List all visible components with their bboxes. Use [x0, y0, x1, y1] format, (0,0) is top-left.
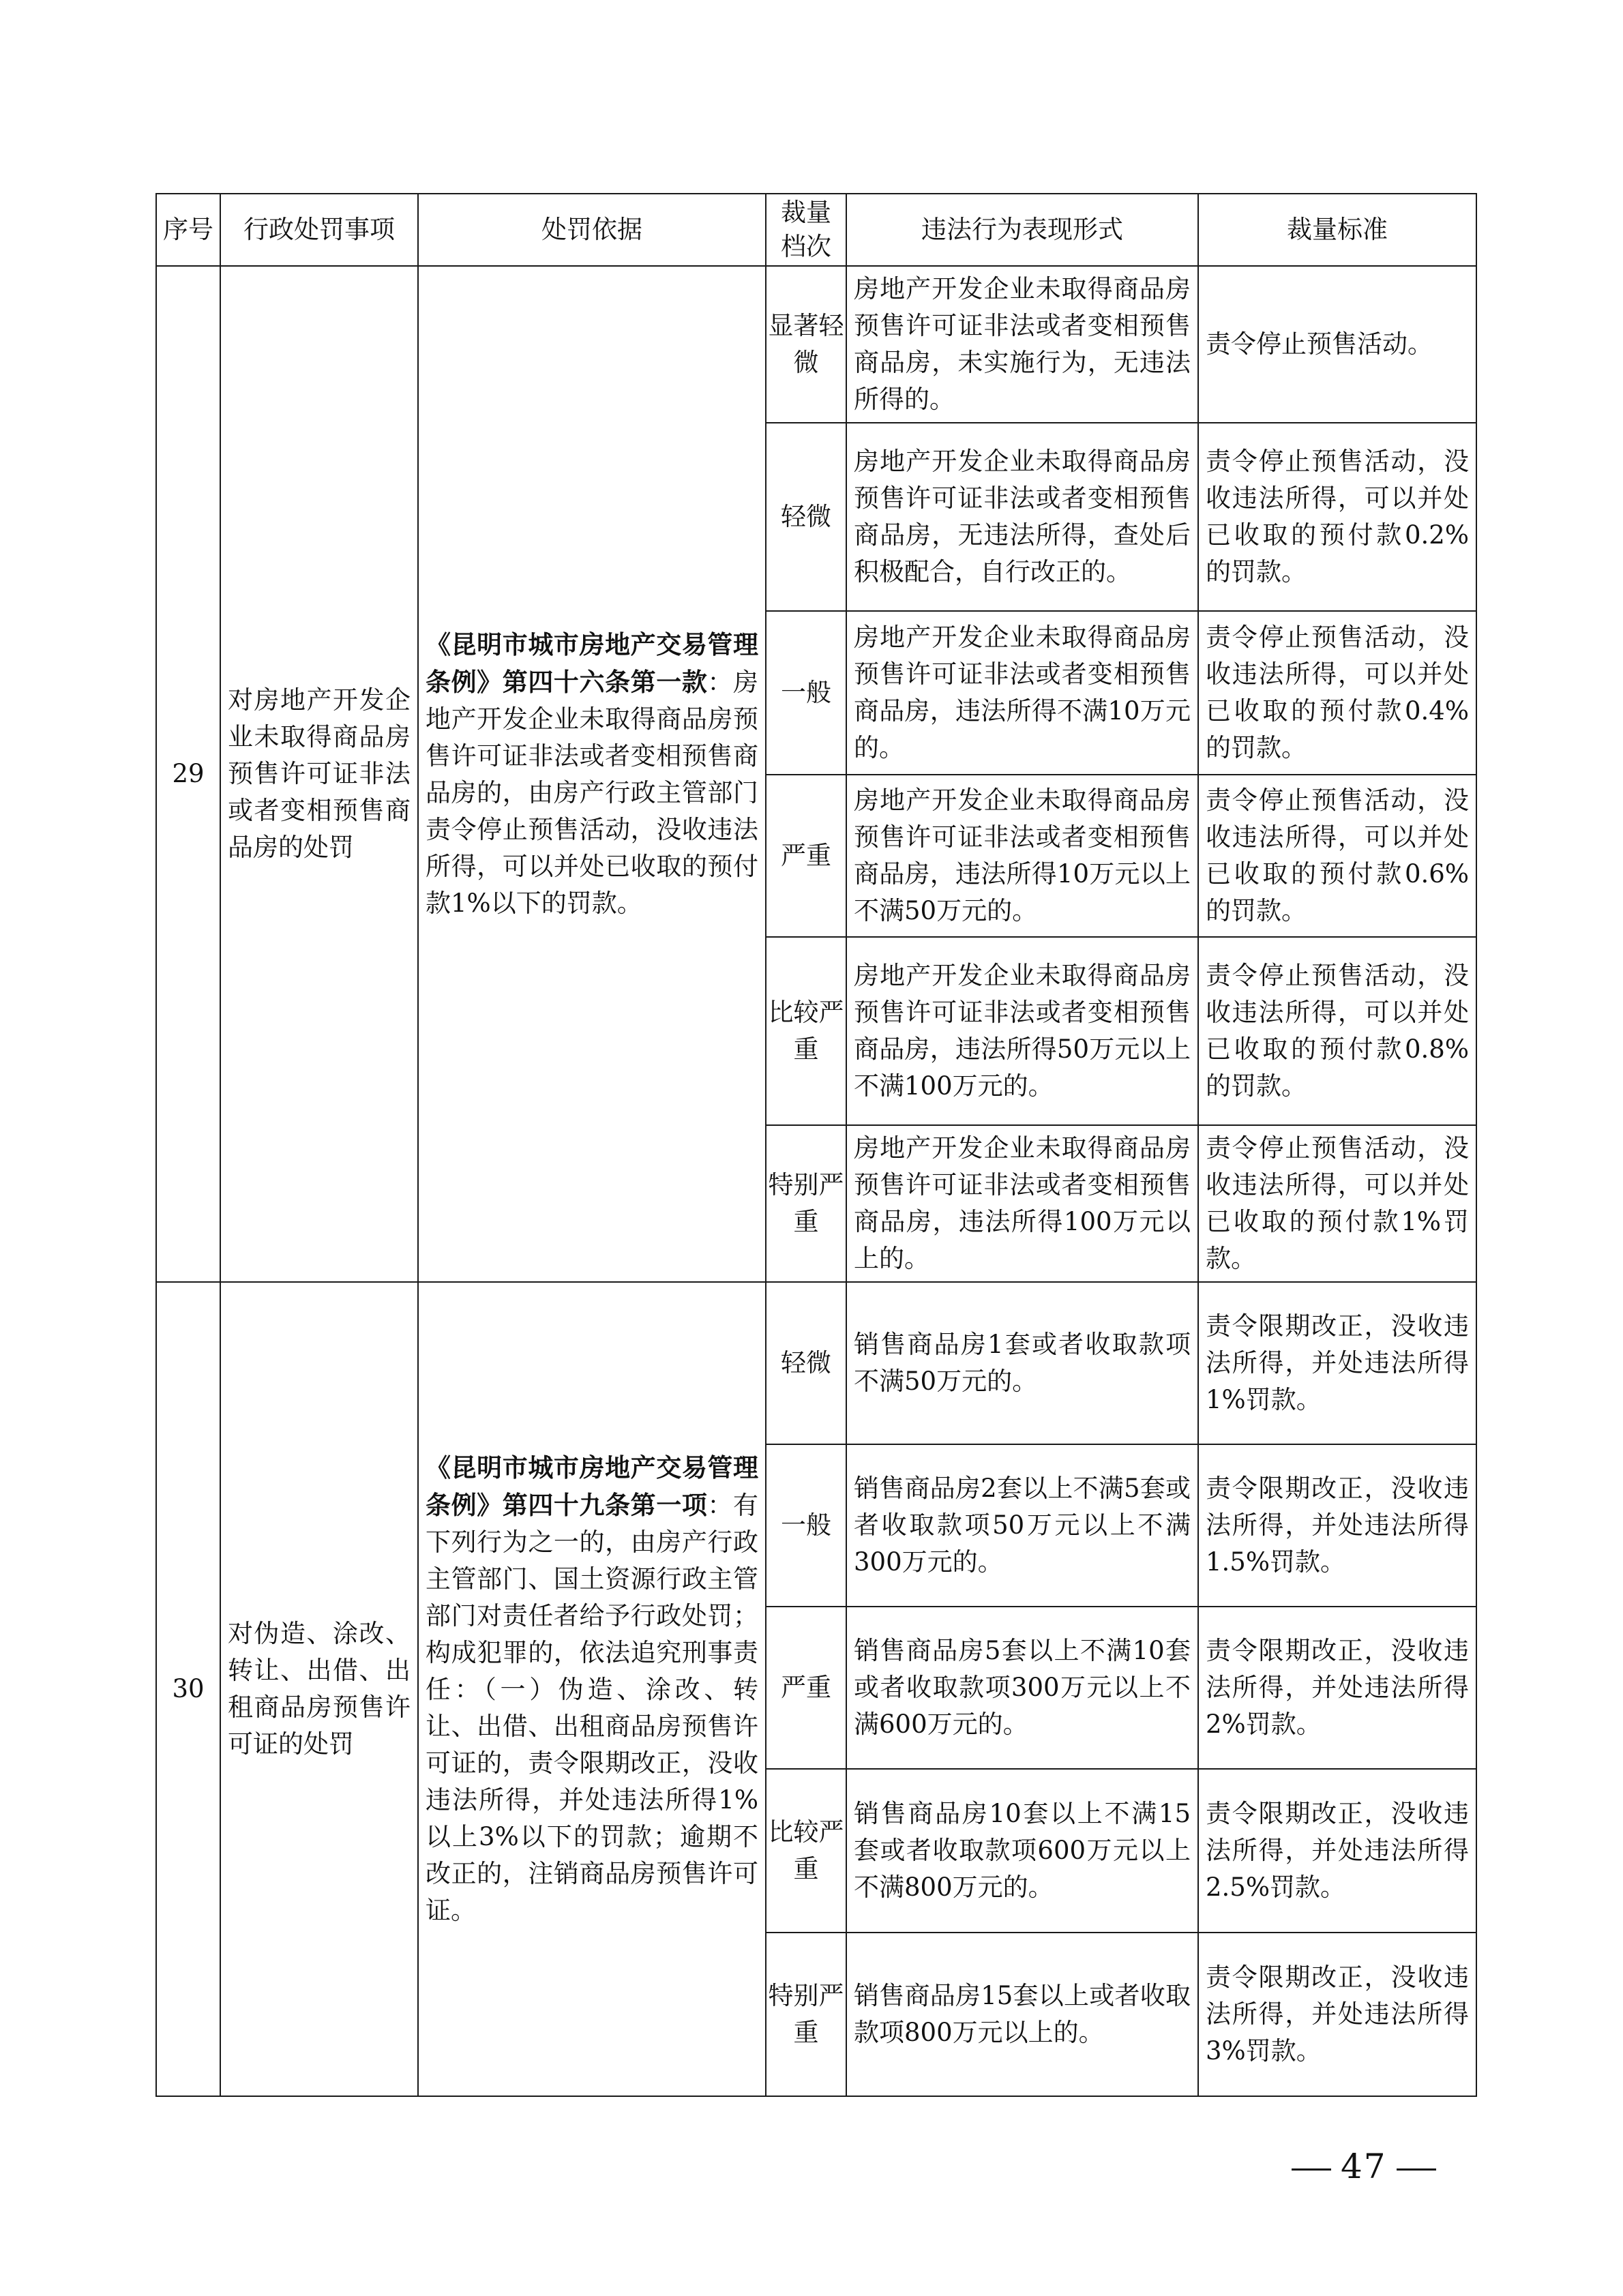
behavior-description: 房地产开发企业未取得商品房预售许可证非法或者变相预售商品房，违法所得不满10万元的。: [846, 611, 1198, 775]
discretion-level: 轻微: [766, 423, 846, 611]
penalty-item: 对房地产开发企业未取得商品房预售许可证非法或者变相预售商品房的处罚: [220, 266, 418, 1282]
page-number-text: 47: [1341, 2147, 1387, 2186]
behavior-description: 房地产开发企业未取得商品房预售许可证非法或者变相预售商品房，违法所得100万元以上的。: [846, 1125, 1198, 1282]
behavior-description: 房地产开发企业未取得商品房预售许可证非法或者变相预售商品房，违法所得50万元以上不满100万元的。: [846, 937, 1198, 1125]
basis-title: 《昆明市城市房地产交易管理条例》第四十九条第一项: [426, 1452, 758, 1520]
discretion-level: 严重: [766, 1607, 846, 1769]
behavior-description: 销售商品房10套以上不满15套或者收取款项600万元以上不满800万元的。: [846, 1769, 1198, 1933]
discretion-level: 严重: [766, 775, 846, 937]
discretion-standard: 责令限期改正，没收违法所得，并处违法所得1%罚款。: [1198, 1282, 1476, 1444]
discretion-standard: 责令停止预售活动，没收违法所得，可以并处已收取的预付款0.6%的罚款。: [1198, 775, 1476, 937]
discretion-level: 比较严重: [766, 1769, 846, 1933]
behavior-description: 销售商品房5套以上不满10套或者收取款项300万元以上不满600万元的。: [846, 1607, 1198, 1769]
penalty-basis: [418, 266, 766, 1282]
discretion-level: 特别严重: [766, 1125, 846, 1282]
header-row: [156, 194, 1476, 266]
discretion-level: 一般: [766, 611, 846, 775]
behavior-description: 销售商品房1套或者收取款项不满50万元的。: [846, 1282, 1198, 1444]
behavior-description: 房地产开发企业未取得商品房预售许可证非法或者变相预售商品房，违法所得10万元以上不满50万元的。: [846, 775, 1198, 937]
header-behavior: 违法行为表现形式: [846, 194, 1198, 266]
behavior-description: 销售商品房15套以上或者收取款项800万元以上的。: [846, 1933, 1198, 2096]
discretion-standard: 责令限期改正，没收违法所得，并处违法所得2%罚款。: [1198, 1607, 1476, 1769]
discretion-standard: 责令停止预售活动，没收违法所得，可以并处已收取的预付款0.8%的罚款。: [1198, 937, 1476, 1125]
discretion-standard: 责令停止预售活动。: [1198, 266, 1476, 423]
behavior-description: 房地产开发企业未取得商品房预售许可证非法或者变相预售商品房，无违法所得，查处后积极配合，自行改正的。: [846, 423, 1198, 611]
table-row: [156, 266, 1476, 423]
discretion-standard: 责令停止预售活动，没收违法所得，可以并处已收取的预付款1%罚款。: [1198, 1125, 1476, 1282]
row-index: 29: [156, 266, 220, 1282]
behavior-description: 房地产开发企业未取得商品房预售许可证非法或者变相预售商品房，未实施行为，无违法所得的。: [846, 266, 1198, 423]
discretion-standard: 责令限期改正，没收违法所得，并处违法所得1.5%罚款。: [1198, 1444, 1476, 1607]
penalty-item: 对伪造、涂改、转让、出借、出租商品房预售许可证的处罚: [220, 1282, 418, 2096]
header-basis: 处罚依据: [418, 194, 766, 266]
basis-text: ：有下列行为之一的，由房产行政主管部门、国土资源行政主管部门对责任者给予行政处罚；构成犯罪的，依法追究刑事责任：（一）伪造、涂改、转让、出借、出租商品房预售许可证的，责令限期改正，没收违法所得，并处违法所得1%以上3%以下的罚款；逾期不改正的，注销商品房预售许可证。: [426, 1491, 759, 1925]
page-dash-left: [1292, 2168, 1331, 2171]
discretion-standard: 责令停止预售活动，没收违法所得，可以并处已收取的预付款0.4%的罚款。: [1198, 611, 1476, 775]
discretion-standard: 责令限期改正，没收违法所得，并处违法所得2.5%罚款。: [1198, 1769, 1476, 1933]
discretion-level: 轻微: [766, 1282, 846, 1444]
discretion-level: 特别严重: [766, 1933, 846, 2096]
discretion-level: 一般: [766, 1444, 846, 1607]
header-item: 行政处罚事项: [220, 194, 418, 266]
behavior-description: 销售商品房2套以上不满5套或者收取款项50万元以上不满300万元的。: [846, 1444, 1198, 1607]
discretion-level: 显著轻微: [766, 266, 846, 423]
page-number: [1282, 2147, 1446, 2186]
basis-text: ：房地产开发企业未取得商品房预售许可证非法或者变相预售商品房的，由房产行政主管部门责令停止预售活动，没收违法所得，可以并处已收取的预付款1%以下的罚款。: [426, 668, 759, 918]
page-dash-right: [1397, 2168, 1436, 2171]
discretion-standard: 责令停止预售活动，没收违法所得，可以并处已收取的预付款0.2%的罚款。: [1198, 423, 1476, 611]
header-standard: 裁量标准: [1198, 194, 1476, 266]
discretion-level: 比较严重: [766, 937, 846, 1125]
basis-title: 《昆明市城市房地产交易管理条例》第四十六条第一款: [426, 629, 758, 697]
row-index: 30: [156, 1282, 220, 2096]
header-level: 裁量档次: [766, 194, 846, 266]
table-row: [156, 1282, 1476, 1444]
penalty-discretion-table: [155, 193, 1477, 2097]
header-index: 序号: [156, 194, 220, 266]
discretion-standard: 责令限期改正，没收违法所得，并处违法所得3%罚款。: [1198, 1933, 1476, 2096]
penalty-basis: [418, 1282, 766, 2096]
